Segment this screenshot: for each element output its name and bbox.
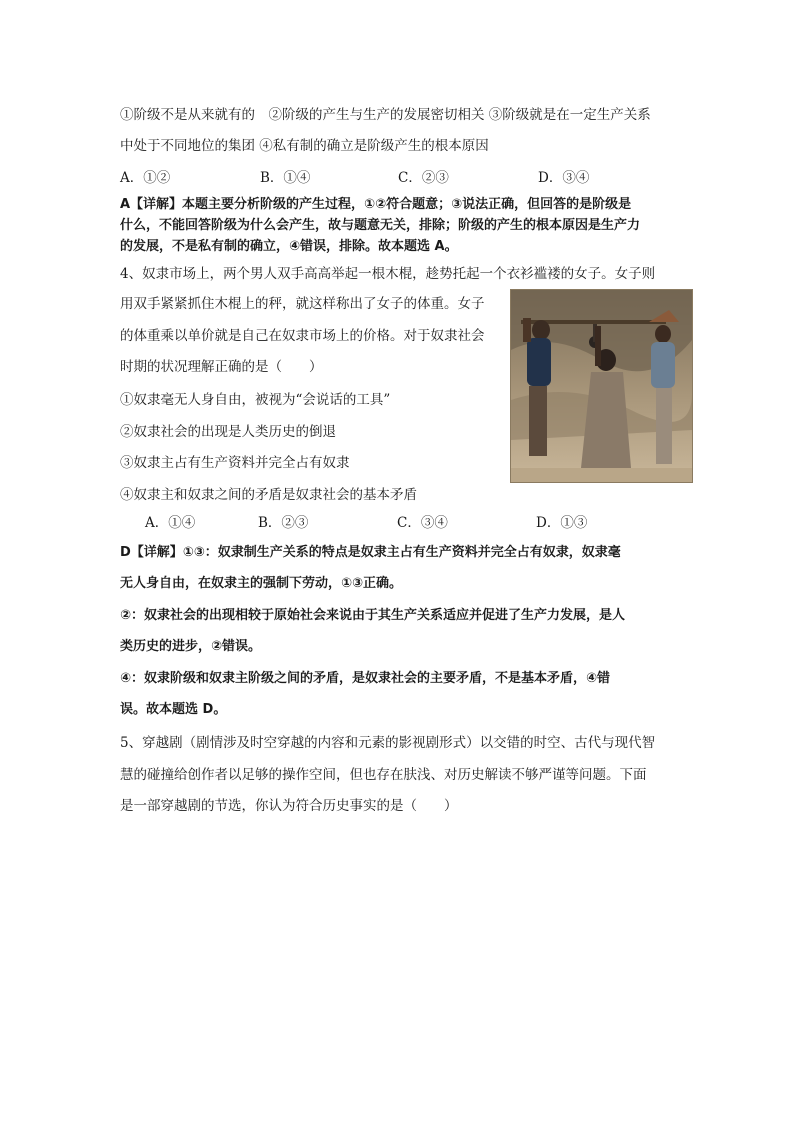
q4-stem-line-4: 时期的状况理解正确的是（ ） xyxy=(120,359,323,375)
q3-answer-line-2: 什么，不能回答阶级为什么会产生，故与题意无关，排除；阶级的产生的根本原因是生产力 xyxy=(120,218,641,233)
q4-answer-line-5: ④：奴隶阶级和奴隶主阶级之间的矛盾，是奴隶社会的主要矛盾，不是基本矛盾，④错 xyxy=(120,671,611,686)
q4-answer-line-4: 类历史的进步，②错误。 xyxy=(120,639,262,654)
q4-option-b: B．②③ xyxy=(258,515,309,531)
slave-market-photo xyxy=(510,289,693,483)
q4-statement-1: ①奴隶毫无人身自由，被视为“会说话的工具” xyxy=(120,392,391,408)
q4-stem-line-1: 4、奴隶市场上，两个男人双手高高举起一根木棍，趁势托起一个衣衫褴褛的女子。女子则 xyxy=(120,266,656,282)
q3-answer-line-1: A【详解】本题主要分析阶级的产生过程，①②符合题意；③说法正确，但回答的是阶级是 xyxy=(120,197,632,212)
q4-statement-2: ②奴隶社会的出现是人类历史的倒退 xyxy=(120,424,336,440)
q4-answer-line-2: 无人身自由，在奴隶主的强制下劳动，①③正确。 xyxy=(120,576,403,591)
q5-stem-line-3: 是一部穿越剧的节选，你认为符合历史事实的是（ ） xyxy=(120,798,458,814)
q4-statement-3: ③奴隶主占有生产资料并完全占有奴隶 xyxy=(120,455,350,471)
q4-answer-line-3: ②：奴隶社会的出现相较于原始社会来说由于其生产关系适应并促进了生产力发展，是人 xyxy=(120,608,626,623)
q4-option-d: D．①③ xyxy=(536,515,588,531)
q4-stem-line-2: 用双手紧紧抓住木棍上的秤，就这样称出了女子的体重。女子 xyxy=(120,296,485,312)
q5-stem-line-1: 5、穿越剧（剧情涉及时空穿越的内容和元素的影视剧形式）以交错的时空、古代与现代智 xyxy=(120,735,656,751)
q3-option-a: A．①② xyxy=(120,170,171,186)
q3-answer-line-3: 的发展，不是私有制的确立，④错误，排除。故本题选 A。 xyxy=(120,239,458,254)
q3-statements-line-1: ①阶级不是从来就有的 ②阶级的产生与生产的发展密切相关 ③阶级就是在一定生产关系 xyxy=(120,107,651,123)
q4-answer-line-1: D【详解】①③：奴隶制生产关系的特点是奴隶主占有生产资料并完全占有奴隶，奴隶毫 xyxy=(120,545,621,560)
q4-statement-4: ④奴隶主和奴隶之间的矛盾是奴隶社会的基本矛盾 xyxy=(120,487,417,503)
q3-option-d: D．③④ xyxy=(538,170,590,186)
q4-stem-line-3: 的体重乘以单价就是自己在奴隶市场上的价格。对于奴隶社会 xyxy=(120,328,485,344)
q4-answer-line-6: 误。故本题选 D。 xyxy=(120,702,227,717)
q4-option-c: C．③④ xyxy=(397,515,448,531)
q5-stem-line-2: 慧的碰撞给创作者以足够的操作空间，但也存在肤浅、对历史解读不够严谨等问题。下面 xyxy=(120,767,647,783)
q3-option-c: C．②③ xyxy=(398,170,449,186)
q4-option-a: A．①④ xyxy=(145,515,196,531)
q3-option-b: B．①④ xyxy=(260,170,311,186)
q3-statements-line-2: 中处于不同地位的集团 ④私有制的确立是阶级产生的根本原因 xyxy=(120,138,489,154)
